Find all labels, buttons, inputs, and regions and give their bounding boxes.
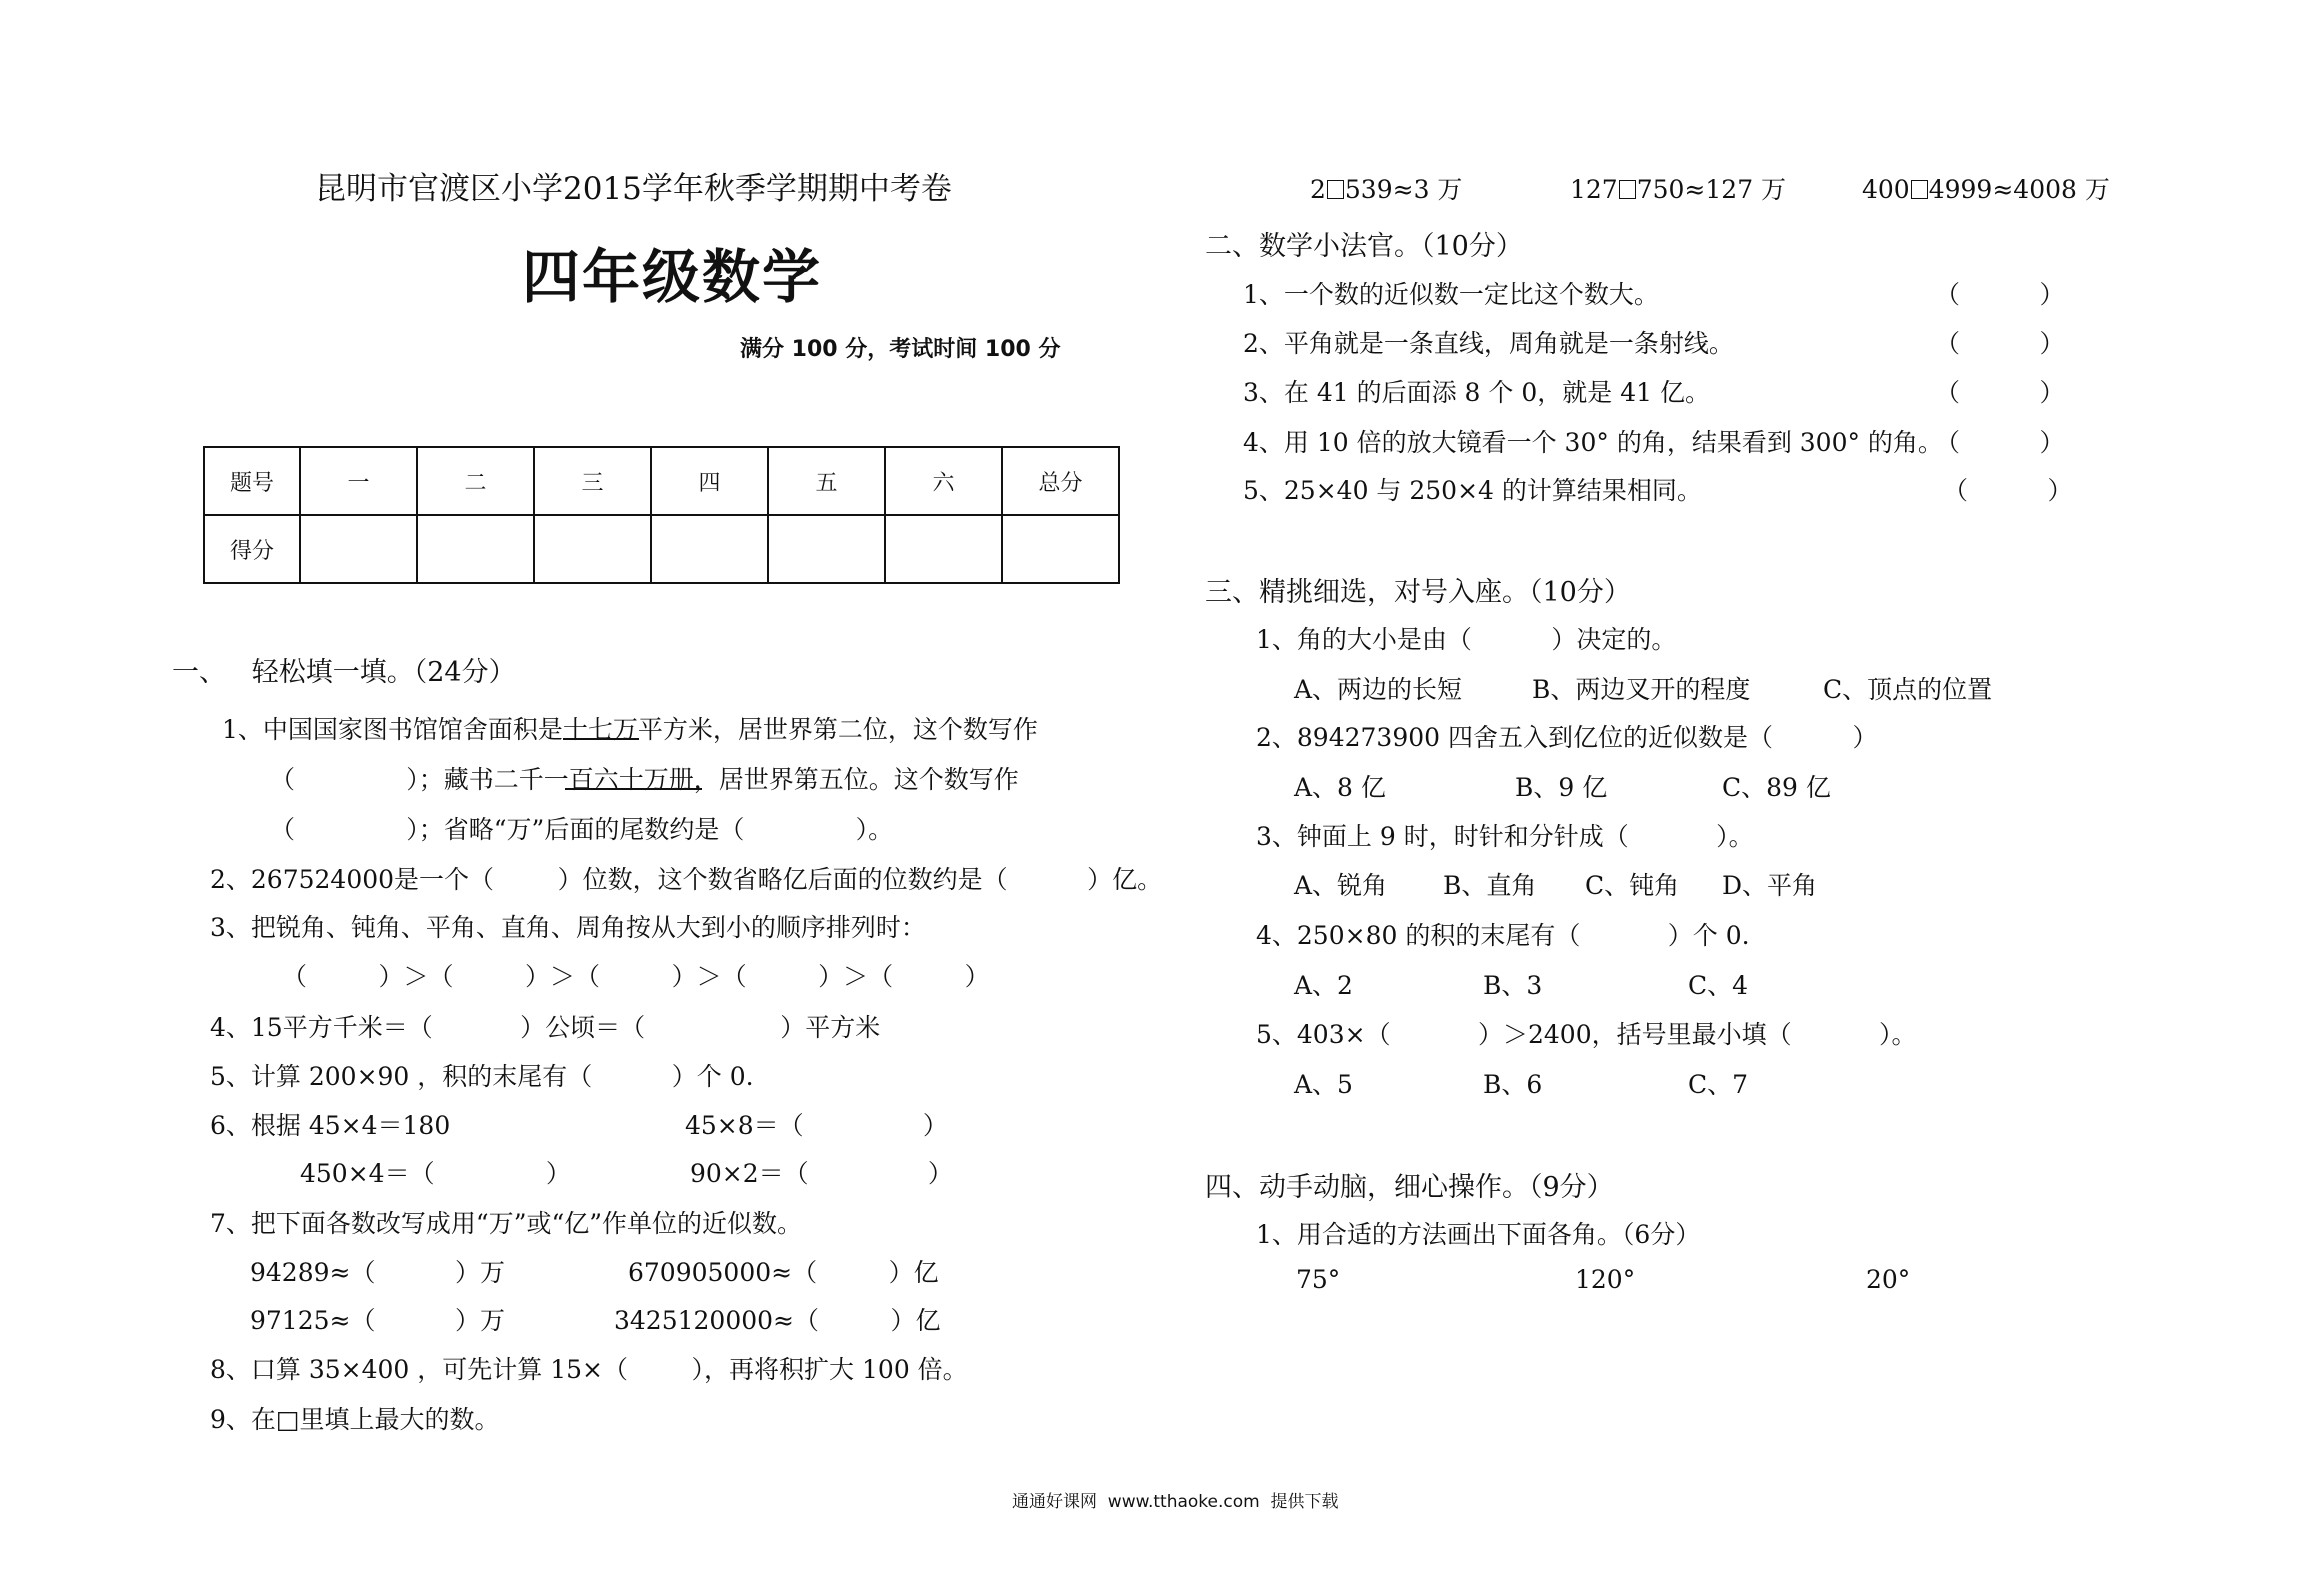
s1-line-13: 7、把下面各数改写成用“万”或“亿”作单位的近似数。 (210, 1209, 803, 1238)
s3-q5-opt-c[interactable]: C、7 (1688, 1070, 1749, 1099)
q9-item-1-suffix: 539≈3 万 (1344, 175, 1463, 204)
s1-line-11: 450×4＝（ ） (300, 1159, 571, 1188)
s1-line-3: （ ）；省略“万”后面的尾数约是（ ）。 (270, 815, 894, 844)
s3-q1: 1、角的大小是由（ ）决定的。 (1256, 625, 1677, 654)
score-header-cell: 三 (534, 447, 651, 515)
s2-q2-bracket[interactable]: （ ） (1935, 329, 2065, 358)
s3-q1-opt-b[interactable]: B、两边叉开的程度 (1532, 675, 1751, 704)
angle-20: 20° (1866, 1265, 1911, 1294)
section-4-title: 四、动手动脑，细心操作。（9分） (1205, 1172, 1614, 1203)
s1-line-12: 90×2＝（ ） (690, 1159, 953, 1188)
score-table (203, 446, 1120, 584)
score-cell (885, 515, 1002, 583)
s3-q3-opt-c[interactable]: C、钝角 (1585, 871, 1680, 900)
s2-q2: 2、平角就是一条直线，周角就是一条射线。 (1243, 329, 1734, 358)
blank-box[interactable] (1911, 180, 1928, 199)
q9-item-3-suffix: 4999≈4008 万 (1928, 175, 2110, 204)
s3-q2-opt-c[interactable]: C、89 亿 (1722, 773, 1831, 802)
score-header-cell: 一 (300, 447, 417, 515)
score-table-score-row (204, 515, 1119, 583)
s1-line-1: 1、中国国家图书馆馆舍面积是十七万平方米，居世界第二位，这个数写作 (222, 715, 1038, 744)
s1-line-6: （ ）＞（ ）＞（ ）＞（ ）＞（ ） (282, 962, 990, 991)
q9-item-3 (1862, 170, 2110, 206)
s3-q5-opt-a[interactable]: A、5 (1294, 1070, 1353, 1099)
s3-q4-opt-a[interactable]: A、2 (1294, 971, 1353, 1000)
s1-line-18: 8、口算 35×400 ，可先计算 15×（ ），再将积扩大 100 倍。 (210, 1355, 968, 1384)
s1-line-9: 6、根据 45×4＝180 (210, 1111, 451, 1140)
s2-q5: 5、25×40 与 250×4 的计算结果相同。 (1243, 476, 1702, 505)
s2-q4-bracket[interactable]: （ ） (1935, 428, 2065, 457)
s3-q3: 3、钟面上 9 时，时针和分针成（ ）。 (1256, 822, 1754, 851)
score-cell (768, 515, 885, 583)
s3-q2-opt-b[interactable]: B、9 亿 (1515, 773, 1608, 802)
score-header-cell: 六 (885, 447, 1002, 515)
score-row-label: 得分 (204, 515, 300, 583)
blank-box[interactable] (1619, 180, 1636, 199)
footer-credit: 通通好课网 www.tthaoke.com 提供下载 (1012, 1492, 1339, 1512)
s1-line-10: 45×8＝（ ） (685, 1111, 948, 1140)
score-header-cell: 四 (651, 447, 768, 515)
exam-title: 四年级数学 (522, 243, 823, 311)
s1-line-7: 4、15平方千米＝（ ）公顷＝（ ）平方米 (210, 1013, 881, 1042)
s3-q4-opt-b[interactable]: B、3 (1483, 971, 1543, 1000)
s2-q4: 4、用 10 倍的放大镜看一个 30° 的角，结果看到 300° 的角。 (1243, 428, 1943, 457)
s1-line-17: 3425120000≈（ ）亿 (614, 1306, 941, 1335)
school-title: 昆明市官渡区小学2015学年秋季学期期中考卷 (315, 171, 952, 207)
s1-line-8: 5、计算 200×90 ，积的末尾有（ ）个 0. (210, 1062, 754, 1091)
s3-q5: 5、403×（ ）＞2400，括号里最小填（ ）。 (1256, 1020, 1917, 1049)
s3-q3-opt-a[interactable]: A、锐角 (1294, 871, 1388, 900)
angle-120: 120° (1575, 1265, 1636, 1294)
s3-q4-opt-c[interactable]: C、4 (1688, 971, 1749, 1000)
s1-line-19: 9、在□里填上最大的数。 (210, 1405, 500, 1434)
s4-q1: 1、用合适的方法画出下面各角。（6分） (1256, 1220, 1701, 1249)
s1-line-4: 2、267524000是一个（ ）位数，这个数省略亿后面的位数约是（ ）亿。 (210, 865, 1163, 894)
s1-line-2: （ ）；藏书二千一百六十万册，居世界第五位。这个数写作 (270, 765, 1019, 794)
s1-line-16: 97125≈（ ）万 (250, 1306, 505, 1335)
section-2-title: 二、数学小法官。（10分） (1205, 231, 1523, 262)
s3-q5-opt-b[interactable]: B、6 (1483, 1070, 1543, 1099)
q9-item-3-prefix: 400 (1862, 175, 1910, 204)
q9-item-2 (1570, 170, 1786, 206)
s3-q1-opt-a[interactable]: A、两边的长短 (1294, 675, 1463, 704)
q9-item-1-prefix: 2 (1310, 175, 1326, 204)
s3-q2-opt-a[interactable]: A、8 亿 (1294, 773, 1386, 802)
q9-item-2-suffix: 750≈127 万 (1636, 175, 1787, 204)
score-cell (300, 515, 417, 583)
score-table-header-row (204, 447, 1119, 515)
s1-line-5: 3、把锐角、钝角、平角、直角、周角按从大到小的顺序排列时： (210, 913, 926, 942)
score-header-cell: 题号 (204, 447, 300, 515)
section-3-title: 三、精挑细选，对号入座。（10分） (1205, 577, 1631, 608)
score-cell (1002, 515, 1119, 583)
s3-q4: 4、250×80 的积的末尾有（ ）个 0. (1256, 921, 1750, 950)
s2-q5-bracket[interactable]: （ ） (1943, 476, 2073, 505)
s1-line-15: 670905000≈（ ）亿 (628, 1258, 939, 1287)
blank-box[interactable] (1327, 180, 1344, 199)
s3-q3-opt-b[interactable]: B、直角 (1443, 871, 1537, 900)
underline (563, 738, 639, 740)
s2-q3: 3、在 41 的后面添 8 个 0，就是 41 亿。 (1243, 378, 1710, 407)
angle-75: 75° (1296, 1265, 1341, 1294)
s3-q1-opt-c[interactable]: C、顶点的位置 (1823, 675, 1993, 704)
score-cell (534, 515, 651, 583)
score-header-cell: 二 (417, 447, 534, 515)
q9-item-1 (1310, 170, 1462, 206)
q9-item-2-prefix: 127 (1570, 175, 1618, 204)
s1-line-14: 94289≈（ ）万 (250, 1258, 505, 1287)
s2-q1-bracket[interactable]: （ ） (1935, 280, 2065, 309)
s3-q2: 2、894273900 四舍五入到亿位的近似数是（ ） (1256, 723, 1878, 752)
exam-meta: 满分 100 分，考试时间 100 分 (740, 337, 1061, 362)
underline (565, 788, 702, 790)
s2-q1: 1、一个数的近似数一定比这个数大。 (1243, 280, 1659, 309)
score-header-cell: 总分 (1002, 447, 1119, 515)
score-cell (651, 515, 768, 583)
score-cell (417, 515, 534, 583)
s2-q3-bracket[interactable]: （ ） (1935, 378, 2065, 407)
score-header-cell: 五 (768, 447, 885, 515)
section-1-title: 一、 轻松填一填。（24分） (172, 657, 516, 688)
s3-q3-opt-d[interactable]: D、平角 (1722, 871, 1818, 900)
